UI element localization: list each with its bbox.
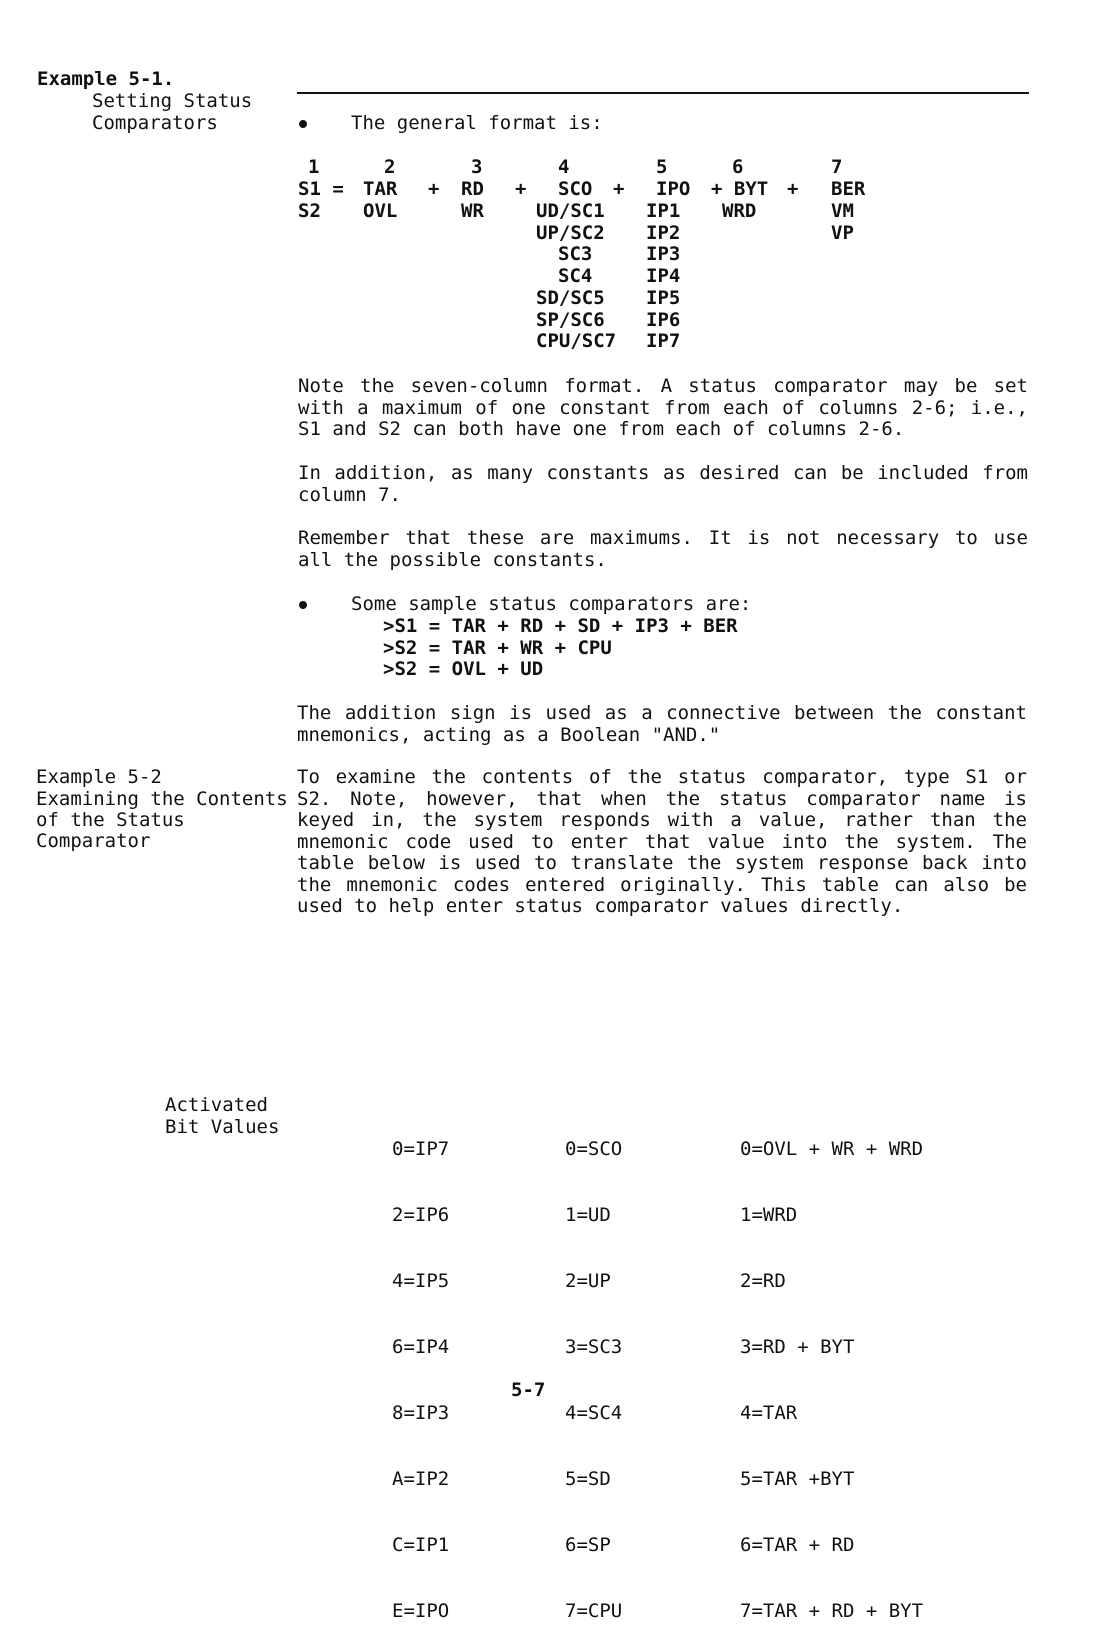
- bit-value: 1=UD: [565, 1204, 611, 1226]
- col2-tar: TAR: [363, 178, 398, 200]
- section-rule: [297, 92, 1029, 94]
- sample-line-3: >S2 = OVL + UD: [383, 658, 544, 680]
- example-5-1-title-line2: Comparators: [92, 112, 218, 134]
- col5-ipo: IPO: [656, 178, 691, 200]
- example-5-1-title-line1: Setting Status: [92, 90, 253, 112]
- samples-intro: Some sample status comparators are:: [351, 593, 752, 615]
- bit-value: 2=RD: [740, 1270, 786, 1292]
- bit-value: 6=IP4: [392, 1336, 450, 1358]
- col5-ip7: IP7: [646, 330, 681, 352]
- bit-value: 1=WRD: [740, 1204, 798, 1226]
- bit-value: 4=IP5: [392, 1270, 450, 1292]
- column-number-7: 7: [831, 156, 843, 178]
- col2-ovl: OVL: [363, 200, 398, 222]
- bit-value: 7=CPU: [565, 1600, 623, 1622]
- plus-byt: + BYT: [711, 178, 769, 200]
- column-number-4: 4: [558, 156, 570, 178]
- note-paragraph: Note the seven-column format. A status comparator may be set with a maximum of one constant from each of columns 2-6; i.e., S1 and S2 can both have one from each of columns 2-6.: [298, 375, 1028, 440]
- bit-table-column-2: [565, 1094, 622, 1644]
- bit-value: 5=SD: [565, 1468, 611, 1490]
- bit-value: 3=RD + BYT: [740, 1336, 855, 1358]
- col4-sc3: SC3: [558, 243, 593, 265]
- col3-wr: WR: [461, 200, 484, 222]
- bit-table-label-line1: Activated: [165, 1094, 268, 1116]
- bit-table-column-3: [740, 1094, 923, 1644]
- col1-s1: S1 =: [298, 178, 344, 200]
- example-5-2-body: To examine the contents of the status comparator, type S1 or S2. Note, however, that when the status comparator name is keyed in, the system responds with a value, rather than the mnemonic code used to enter that value into the system. The table below is used to translate the system response back into the mnemonic codes entered originally. This table can also be used to help enter status comparator values directly.: [297, 766, 1027, 917]
- col5-ip3: IP3: [646, 243, 681, 265]
- plus-sign: +: [787, 178, 799, 200]
- col6-wrd: WRD: [722, 200, 757, 222]
- bit-value: E=IPO: [392, 1600, 450, 1622]
- bit-value: 2=UP: [565, 1270, 611, 1292]
- bit-value: 2=IP6: [392, 1204, 450, 1226]
- col3-rd: RD: [461, 178, 484, 200]
- bit-value: 0=IP7: [392, 1138, 450, 1160]
- column-number-6: 6: [732, 156, 744, 178]
- column-number-3: 3: [471, 156, 483, 178]
- column-number-1: 1: [308, 156, 320, 178]
- bit-value: 4=TAR: [740, 1402, 798, 1424]
- col4-up-sc2: UP/SC2: [536, 222, 605, 244]
- example-5-2-title-line1: Examining the Contents: [36, 788, 288, 810]
- remember-paragraph: Remember that these are maximums. It is not necessary to use all the possible constants.: [298, 527, 1028, 571]
- col1-s2: S2: [298, 200, 321, 222]
- plus-sign: +: [515, 178, 527, 200]
- sample-line-2: >S2 = TAR + WR + CPU: [383, 637, 612, 659]
- bit-value: C=IP1: [392, 1534, 450, 1556]
- bit-value: 0=SCO: [565, 1138, 623, 1160]
- bit-value: 8=IP3: [392, 1402, 450, 1424]
- example-5-2-title-line3: Comparator: [36, 830, 151, 852]
- bullet-icon: [299, 601, 307, 609]
- plus-sign: +: [428, 178, 440, 200]
- column-number-5: 5: [656, 156, 668, 178]
- col4-sp-sc6: SP/SC6: [536, 309, 605, 331]
- page-number: 5-7: [511, 1379, 546, 1401]
- col7-vp: VP: [831, 222, 854, 244]
- bit-value: 3=SC3: [565, 1336, 623, 1358]
- bit-value: A=IP2: [392, 1468, 450, 1490]
- connective-paragraph: The addition sign is used as a connective between the constant mnemonics, acting as a Boolean "AND.": [297, 702, 1027, 746]
- bit-value: 0=OVL + WR + WRD: [740, 1138, 924, 1160]
- col4-ud-sc1: UD/SC1: [536, 200, 605, 222]
- example-5-2-title-line2: of the Status: [36, 809, 185, 831]
- bit-value: 6=TAR + RD: [740, 1534, 855, 1556]
- col5-ip4: IP4: [646, 265, 681, 287]
- column-number-2: 2: [384, 156, 396, 178]
- plus-sign: +: [613, 178, 625, 200]
- bit-value: 5=TAR +BYT: [740, 1468, 855, 1490]
- col7-ber: BER: [831, 178, 866, 200]
- col5-ip1: IP1: [646, 200, 681, 222]
- col4-sd-sc5: SD/SC5: [536, 287, 605, 309]
- col4-sc4: SC4: [558, 265, 593, 287]
- bullet-icon: [299, 120, 307, 128]
- col5-ip2: IP2: [646, 222, 681, 244]
- bit-table-label-line2: Bit Values: [165, 1116, 280, 1138]
- example-5-1-label: Example 5-1.: [37, 68, 175, 90]
- bit-value: 6=SP: [565, 1534, 611, 1556]
- example-5-2-label: Example 5-2: [36, 766, 162, 788]
- bit-table-column-1: [392, 1094, 449, 1644]
- sample-line-1: >S1 = TAR + RD + SD + IP3 + BER: [383, 615, 738, 637]
- bit-value: 4=SC4: [565, 1402, 623, 1424]
- addition-paragraph: In addition, as many constants as desired can be included from column 7.: [298, 462, 1028, 506]
- col7-vm: VM: [831, 200, 854, 222]
- bit-value: 7=TAR + RD + BYT: [740, 1600, 924, 1622]
- col5-ip6: IP6: [646, 309, 681, 331]
- col4-cpu-sc7: CPU/SC7: [536, 330, 617, 352]
- col4-sco: SCO: [558, 178, 593, 200]
- col5-ip5: IP5: [646, 287, 681, 309]
- format-intro: The general format is:: [351, 112, 603, 134]
